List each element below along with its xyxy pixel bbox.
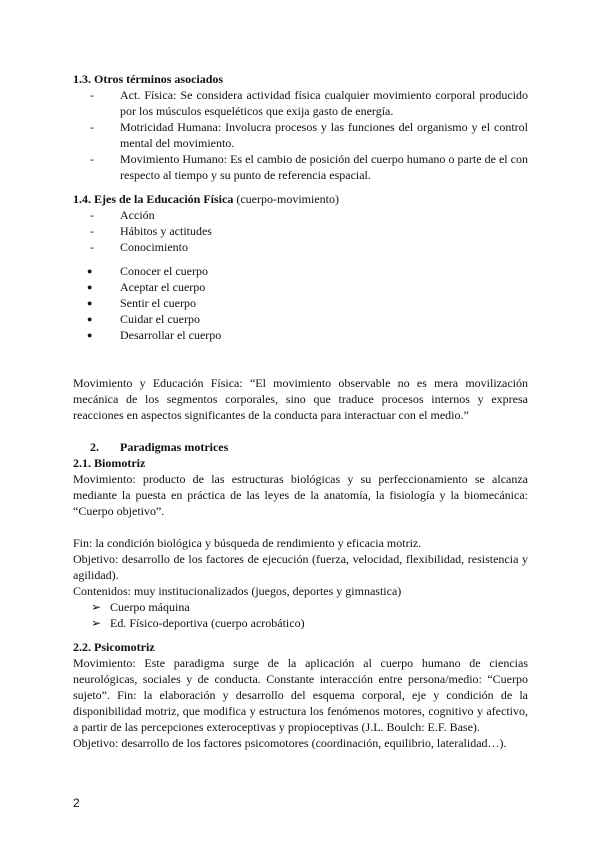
biomotriz-objetivo: Objetivo: desarrollo de los factores de ejecución (fuerza, velocidad, flexibilidad, resistencia y agilidad).: [73, 552, 528, 582]
section-1-4-title: [73, 191, 528, 207]
section-1-3-title: 1.3. Otros términos asociados: [73, 72, 224, 86]
list-item: ● Conocer el cuerpo: [73, 263, 528, 279]
section-2-heading: [73, 439, 528, 455]
section-1-4-bullet-list: [73, 263, 528, 343]
section-1-4-subtitle: (cuerpo-movimiento): [236, 192, 339, 206]
list-item: ● Aceptar el cuerpo: [73, 279, 528, 295]
section-1-4-title-text: 1.4. Ejes de la Educación Física: [73, 192, 234, 206]
psicomotriz-objetivo: Objetivo: desarrollo de los factores psicomotores (coordinación, equilibrio, lateralidad…).: [73, 736, 507, 750]
section-2-1-title: 2.1. Biomotriz: [73, 456, 146, 470]
list-item: ➢ Ed. Físico-deportiva (cuerpo acrobático): [73, 615, 528, 631]
biomotriz-fin: Fin: la condición biológica y búsqueda de rendimiento y eficacia motriz.: [73, 536, 422, 550]
page-number: 2: [73, 796, 80, 810]
section-2-title: Paradigmas motrices: [120, 440, 229, 454]
section-2-number: 2.: [90, 440, 99, 454]
list-item: ● Sentir el cuerpo: [73, 295, 528, 311]
list-item: ● Desarrollar el cuerpo: [73, 327, 528, 343]
biomotriz-arrow-list: [73, 599, 528, 631]
list-item: - Motricidad Humana: Involucra procesos y las funciones del organismo y el control mental del movimiento.: [73, 119, 528, 151]
movement-quote: Movimiento y Educación Física: “El movimiento observable no es mera movilización mecánica de los segmentos corporales, sino que traduce procesos internos y expresa reacciones en aspectos significantes de la conducta para interactuar con el medio.”: [73, 376, 528, 422]
list-item: ➢ Cuerpo máquina: [73, 599, 528, 615]
section-1-4-dash-list: [73, 207, 528, 255]
list-item: - Conocimiento: [73, 239, 528, 255]
list-item: - Act. Física: Se considera actividad física cualquier movimiento corporal producido por los músculos esqueléticos que exija gasto de energía.: [73, 87, 528, 119]
section-1-3-list: [73, 87, 528, 183]
list-item: ● Cuidar el cuerpo: [73, 311, 528, 327]
psicomotriz-movimiento: Movimiento: Este paradigma surge de la aplicación al cuerpo humano de ciencias neurológicas, sociales y de conducta. Constante interacción entre persona/medio: “Cuerpo sujeto”. Fin: la elaboración y desarrollo del esquema corporal, eje y condición de la disponibilidad motriz, que modifica y estructura los fenómenos motores, cognitivo y afectivo, a partir de las percepciones exteroceptivas y propioceptivas (J.L. Boulch: E.F. Base).: [73, 656, 528, 734]
list-item: - Hábitos y actitudes: [73, 223, 528, 239]
biomotriz-movimiento: Movimiento: producto de las estructuras biológicas y su perfeccionamiento se alcanza mediante la puesta en práctica de las leyes de la anatomía, la fisiología y la biomecánica: “Cuerpo objetivo”.: [73, 472, 528, 518]
list-item: - Acción: [73, 207, 528, 223]
biomotriz-contenidos: Contenidos: muy institucionalizados (juegos, deportes y gimnastica): [73, 584, 402, 598]
section-2-2-title: 2.2. Psicomotriz: [73, 640, 155, 654]
page-content: [73, 71, 528, 751]
list-item: - Movimiento Humano: Es el cambio de posición del cuerpo humano o parte de el con respecto al tiempo y su punto de referencia espacial.: [73, 151, 528, 183]
